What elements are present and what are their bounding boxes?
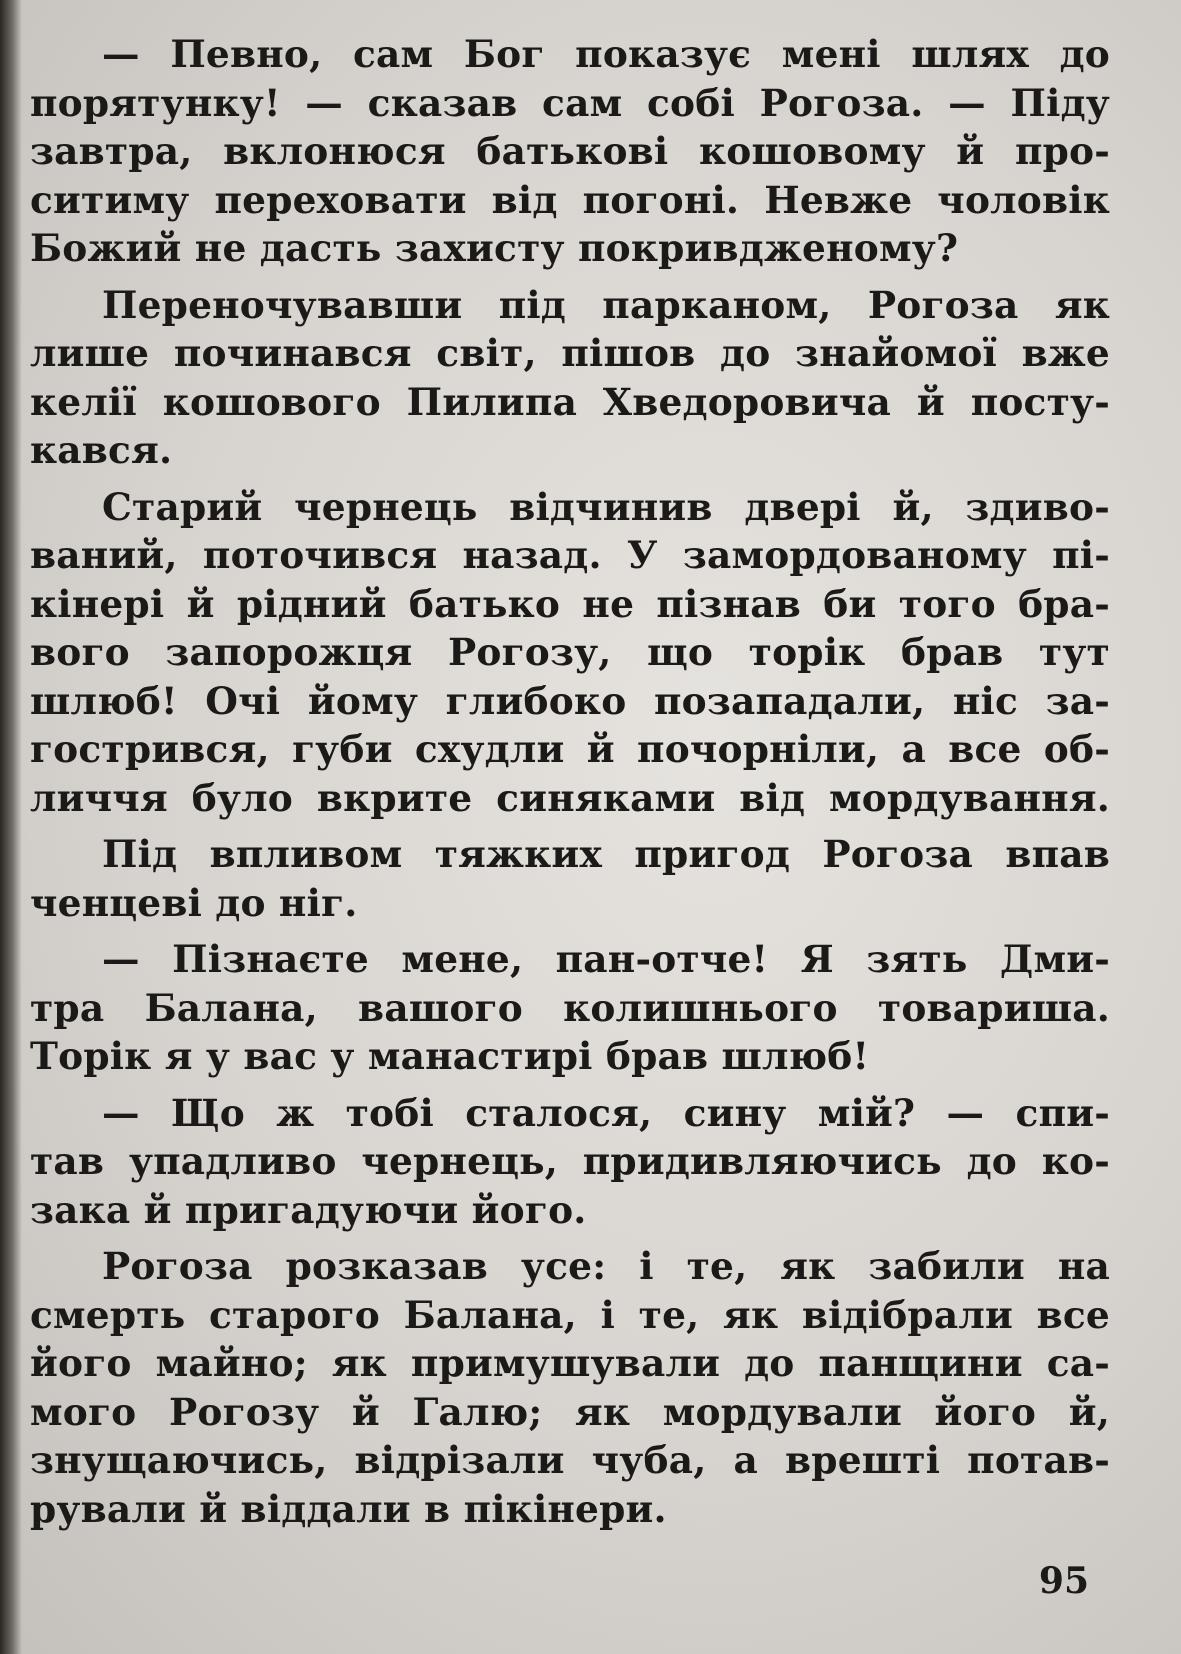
text-line: — Що ж тобі сталося, сину мій? — спи-: [102, 1090, 1110, 1135]
page-number: 95: [1038, 1560, 1089, 1602]
text-line: тра Балана, вашого колишнього товариша.: [30, 985, 1110, 1030]
text-line: Рогоза розказав усе: і те, як забили на: [102, 1244, 1110, 1288]
text-line: кався.: [30, 428, 173, 472]
paragraph-5: [30, 935, 1110, 1081]
text-line: — Певно, сам Бог показує мені шлях до: [102, 32, 1110, 76]
paragraph-2: [30, 281, 1110, 475]
body-text: [30, 30, 1110, 1541]
text-line: зака й пригадуючи його.: [30, 1187, 587, 1232]
text-line: ситиму переховати від погоні. Невже чоловік: [30, 177, 1110, 222]
text-line: личчя було вкрите синяками від мордування.: [30, 775, 1110, 820]
paragraph-3: [30, 483, 1110, 823]
text-line: Божий не дасть захисту покривдженому?: [30, 226, 959, 270]
text-line: завтра, вклонюся батькові кошовому й про-: [30, 129, 1110, 173]
book-gutter-shadow: [0, 0, 22, 1654]
text-line: лише починався світ, пішов до знайомої вже: [30, 331, 1110, 375]
paragraph-7: [30, 1242, 1110, 1533]
text-line: його майно; як примушували до панщини са-: [30, 1341, 1110, 1385]
text-line: Переночувавши під парканом, Рогоза як: [102, 282, 1110, 327]
text-line: рували й віддали в пікінери.: [30, 1486, 667, 1531]
text-line: ченцеві до ніг.: [30, 880, 358, 925]
text-line: вого запорожця Рогозу, що торік брав тут: [30, 630, 1110, 674]
text-line: мого Рогозу й Галю; як мордували його й,: [30, 1389, 1110, 1434]
text-line: знущаючись, відрізали чуба, а врешті потав-: [30, 1438, 1110, 1482]
text-line: порятунку! — сказав сам собі Рогоза. — Піду: [30, 80, 1110, 125]
text-line: — Пізнаєте мене, пан-отче! Я зять Дми-: [102, 937, 1110, 981]
text-line: тав упадливо чернець, придивляючись до ко-: [30, 1139, 1110, 1183]
paragraph-4: [30, 830, 1110, 927]
text-line: ваний, поточився назад. У замордованому пі-: [30, 533, 1110, 577]
text-line: гострився, губи схудли й почорніли, а все об-: [30, 727, 1110, 771]
text-line: кінері й рідний батько не пізнав би того бра-: [30, 581, 1110, 626]
text-line: Торік я у вас у манастирі брав шлюб!: [30, 1034, 870, 1078]
text-line: Старий чернець відчинив двері й, здиво-: [102, 484, 1110, 529]
paragraph-6: [30, 1089, 1110, 1235]
text-line: келії кошового Пилипа Хведоровича й посту-: [30, 379, 1110, 424]
text-line: шлюб! Очі йому глибоко позападали, ніс за-: [30, 678, 1110, 723]
text-line: смерть старого Балана, і те, як відібрали все: [30, 1292, 1110, 1337]
paragraph-1: [30, 30, 1110, 273]
text-line: Під впливом тяжких пригод Рогоза впав: [102, 832, 1110, 876]
